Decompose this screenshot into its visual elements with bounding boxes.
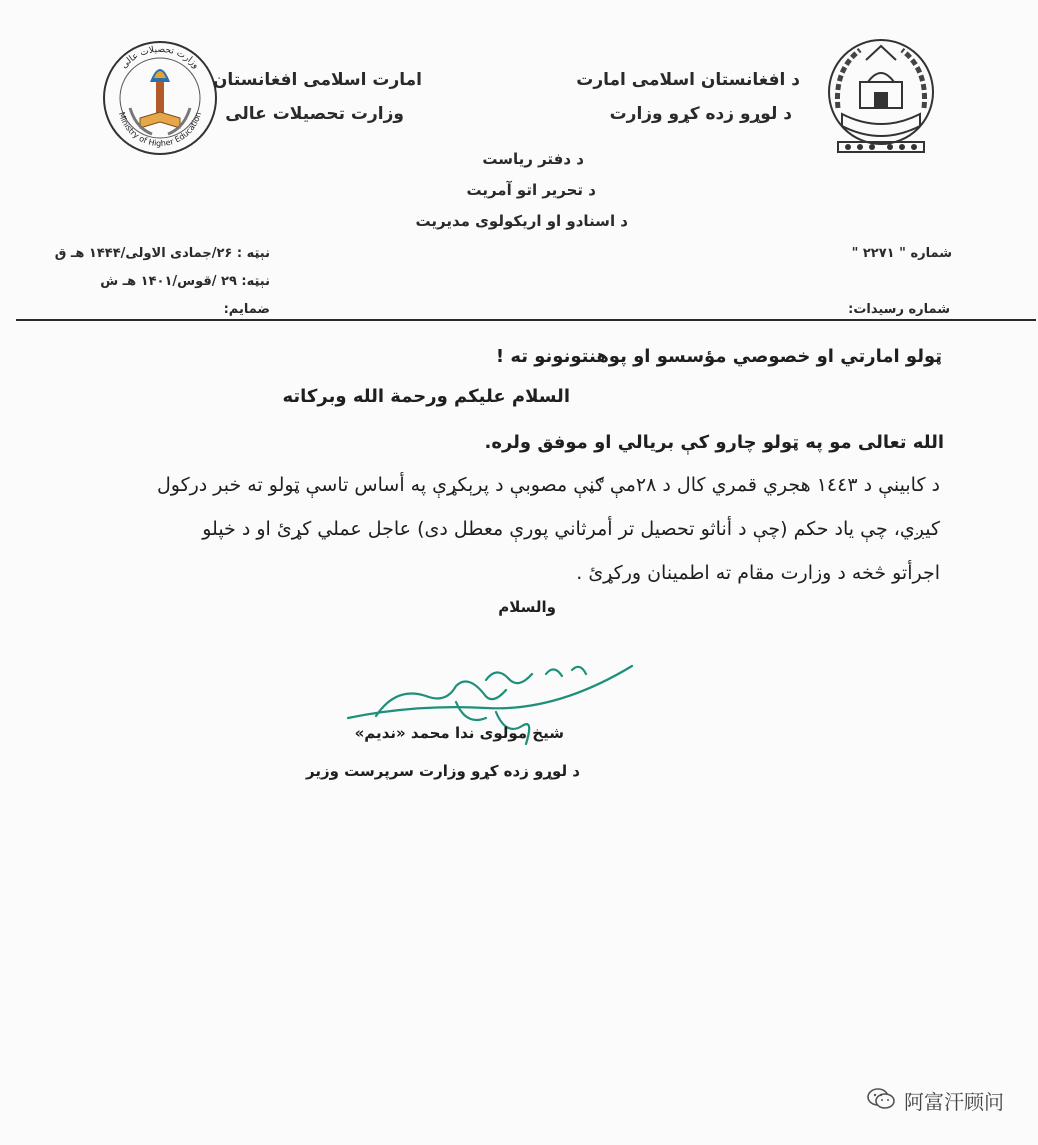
date-solar: نېټه: ۲۹ /قوس/۱۴۰۱ هـ ش	[100, 274, 270, 289]
addressee-line: ټولو امارتي او خصوصي مؤسسو او پوهنتونونو ته !	[495, 346, 942, 367]
emirate-emblem-logo	[816, 30, 946, 160]
date-hijri: نېټه : ۲۶/جمادی الاولی/۱۴۴۴ هـ ق	[54, 246, 270, 261]
closing-line: والسلام	[498, 598, 556, 616]
paragraph-line-1: د کابینې د ١٤٤٣ هجري قمري کال د ٢٨مې ګڼې مصوبې د پرېکړې په أساس تاسې ټولو ته خبر درکول	[156, 474, 940, 496]
department-line3: د اسنادو او اریکولوی مدیریت	[415, 212, 628, 230]
prayer-line: الله تعالی مو په ټولو چارو کې بریالي او موفق ولره.	[484, 432, 944, 453]
department-line1: د دفتر ریاست	[482, 150, 584, 168]
wechat-watermark	[866, 1086, 1004, 1115]
department-line2: د تحریر اتو آمریت	[466, 181, 596, 199]
seal-top-text: وزارت تحصیلات عالی	[119, 44, 201, 71]
seal-bottom-text: Ministry of Higher Education	[116, 110, 204, 149]
ministry-seal-logo	[100, 38, 220, 158]
wechat-icon	[866, 1087, 896, 1115]
header-left-line1: امارت اسلامی افغانستان	[212, 70, 422, 90]
header-right-line1: د افغانستان اسلامی امارت	[576, 70, 800, 90]
header-right-line2: د لوړو زده کړو وزارت	[609, 104, 792, 124]
attachments-label: ضمایم:	[223, 302, 270, 317]
header-left-line2: وزارت تحصیلات عالی	[225, 104, 404, 124]
paragraph-line-2: کیږي، چې یاد حکم (چې د أناثو تحصیل تر أمرثاني پورې معطل دی) عاجل عملي کړئ او د خپلو	[202, 518, 940, 540]
paragraph-line-3: اجرأتو څخه د وزارت مقام ته اطمینان ورکړئ .	[576, 562, 940, 584]
signatory-title: د لوړو زده کړو وزارت سرپرست وزیر	[306, 762, 580, 780]
document-number: شماره " ۲۲۷۱ "	[851, 246, 952, 261]
watermark-label: 阿富汗顾问	[904, 1090, 1004, 1114]
greeting-line: السلام علیکم ورحمة الله وبرکاته	[282, 386, 570, 407]
signatory-name: شیخ مولوی ندا محمد «ندیم»	[354, 724, 564, 742]
received-number: شماره رسیدات:	[848, 302, 950, 317]
header-divider	[16, 319, 1036, 321]
